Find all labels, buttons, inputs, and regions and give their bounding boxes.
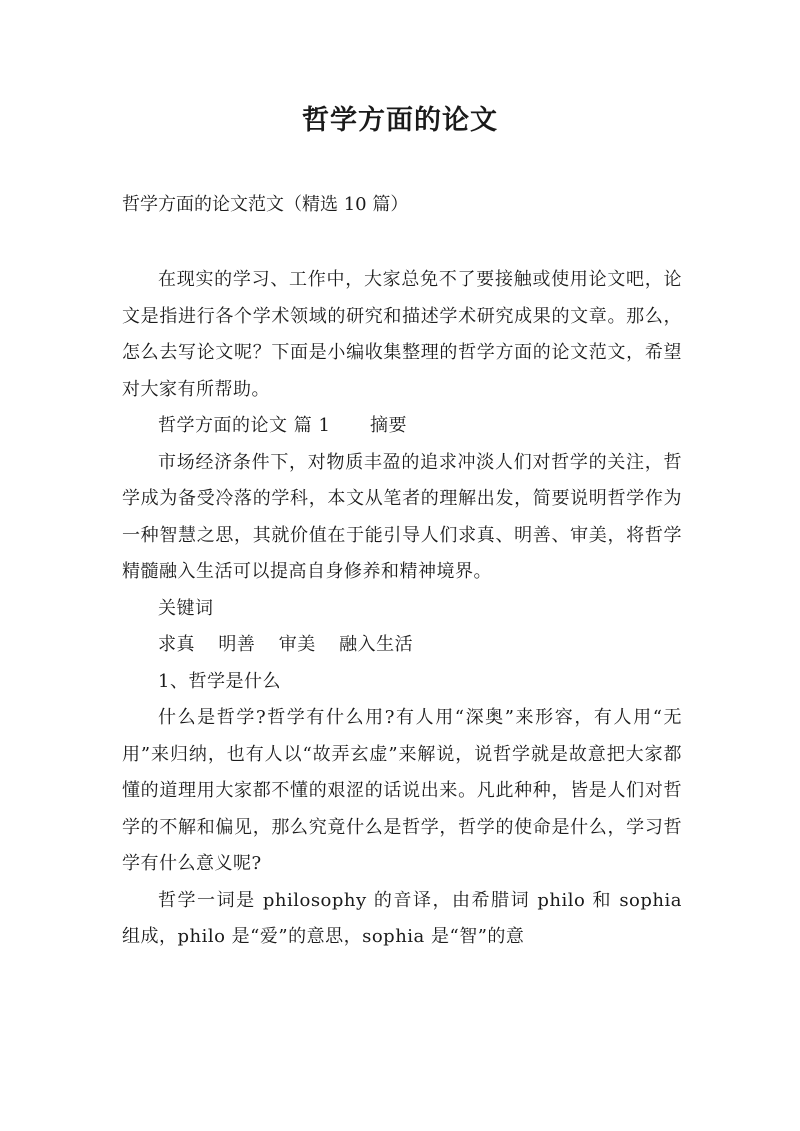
document-body [122, 262, 682, 956]
keyword: 求真 [158, 634, 195, 655]
keywords-line [122, 627, 682, 664]
keyword: 融入生活 [339, 634, 414, 655]
abstract-paragraph: 市场经济条件下，对物质丰盈的追求冲淡人们对哲学的关注，哲学成为备受冷落的学科，本文从笔者的理解出发，简要说明哲学作为一种智慧之思，其就价值在于能引导人们求真、明善、审美，将哲学精髓融入生活可以提高自身修养和精神境界。 [122, 451, 682, 582]
intro-paragraph: 在现实的学习、工作中，大家总免不了要接触或使用论文吧，论文是指进行各个学术领域的研究和描述学术研究成果的文章。那么，怎么去写论文呢？下面是小编收集整理的哲学方面的论文范文，希望对大家有所帮助。 [122, 269, 682, 400]
section-heading-line [122, 408, 682, 445]
keyword: 明善 [218, 634, 256, 655]
body-paragraph: 哲学一词是 philosophy 的音译，由希腊词 philo 和 sophia 组成，philo 是“爱”的意思，sophia 是“智”的意 [122, 889, 682, 947]
document-title: 哲学方面的论文 [302, 105, 498, 136]
keywords-label: 关键词 [158, 597, 214, 619]
document-subtitle: 哲学方面的论文范文（精选 10 篇） [122, 194, 409, 215]
body-paragraph: 什么是哲学?哲学有什么用?有人用“深奥”来形容，有人用“无用”来归纳，也有人以“故弄玄虚”来解说，说哲学就是故意把大家都懂的道理用大家都不懂的艰涩的话说出来。凡此种种，皆是人们对哲学的不解和偏见，那么究竟什么是哲学，哲学的使命是什么，学习哲学有什么意义呢? [122, 707, 682, 874]
section-subheading: 1、哲学是什么 [158, 670, 281, 692]
keyword: 审美 [278, 634, 316, 655]
abstract-label: 摘要 [370, 415, 407, 436]
section-heading: 哲学方面的论文 篇 1 [158, 415, 331, 436]
